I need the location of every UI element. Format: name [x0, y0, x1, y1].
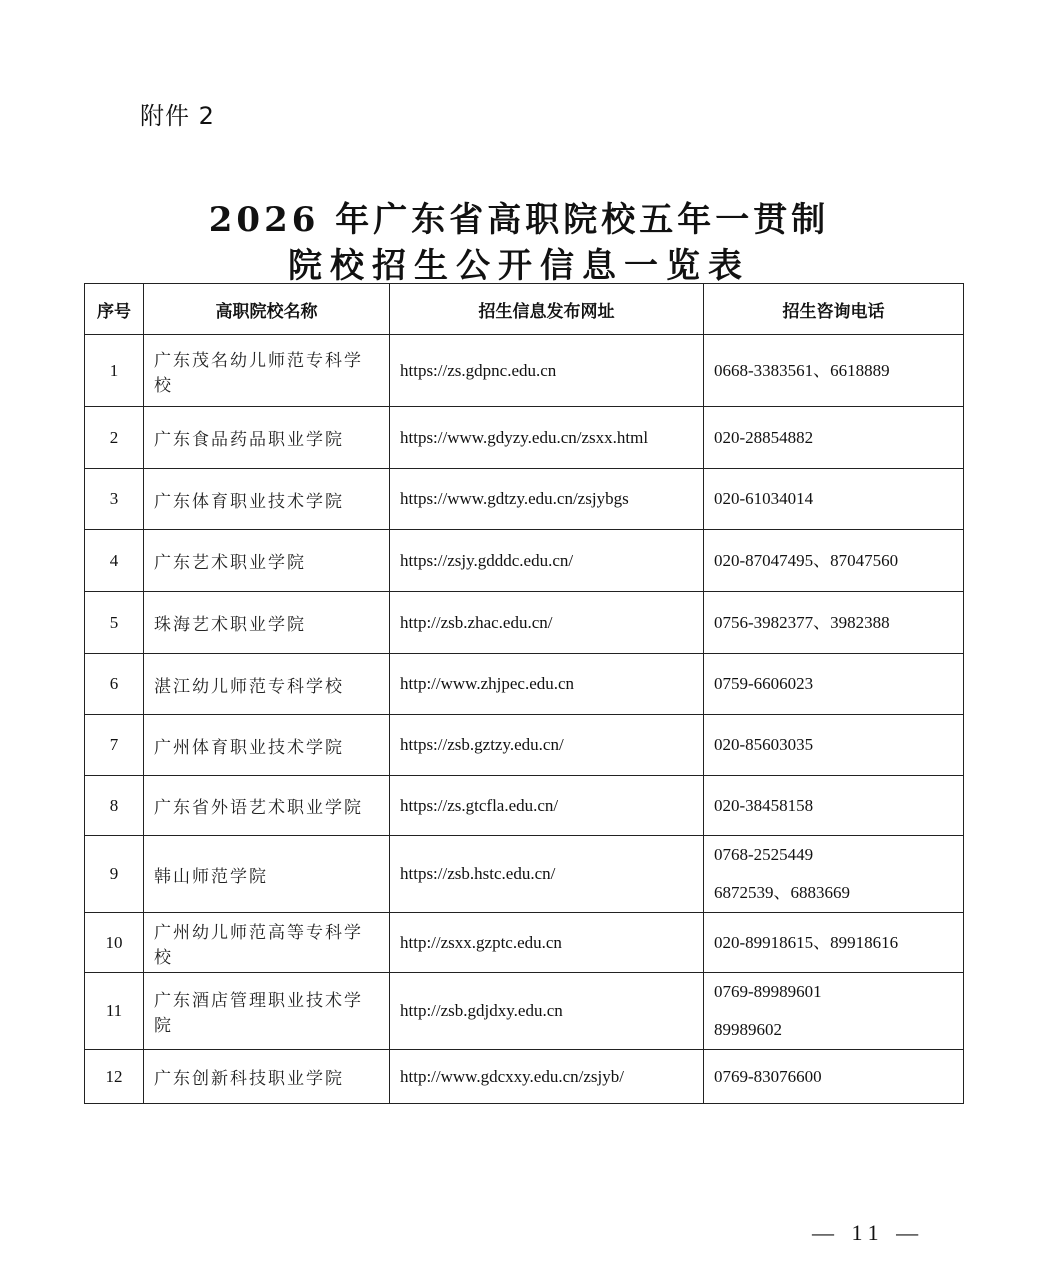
schools-table [84, 283, 964, 1104]
table-row [85, 335, 964, 407]
cell-school-name: 广东创新科技职业学院 [144, 1050, 390, 1104]
cell-school-name: 广东食品药品职业学院 [144, 407, 390, 469]
table-row [85, 592, 964, 654]
header-seq: 序号 [85, 284, 144, 335]
cell-school-name: 广东茂名幼儿师范专科学校 [144, 335, 390, 407]
cell-seq: 4 [85, 530, 144, 592]
cell-url[interactable]: http://zsxx.gzptc.edu.cn [390, 913, 704, 973]
cell-phone [704, 592, 964, 654]
cell-phone [704, 1050, 964, 1104]
table-row [85, 836, 964, 913]
table-row [85, 469, 964, 530]
cell-url[interactable]: http://zsb.gdjdxy.edu.cn [390, 973, 704, 1050]
cell-url[interactable]: http://www.gdcxxy.edu.cn/zsjyb/ [390, 1050, 704, 1104]
cell-phone [704, 836, 964, 913]
cell-url[interactable]: https://zsb.gztzy.edu.cn/ [390, 715, 704, 776]
cell-school-name: 广东体育职业技术学院 [144, 469, 390, 530]
phone-line: 020-61034014 [714, 489, 814, 508]
phone-line: 0769-83076600 [714, 1066, 822, 1086]
cell-seq: 11 [85, 973, 144, 1050]
phone-line: 020-89918615、89918616 [714, 932, 899, 952]
table-row [85, 1050, 964, 1104]
cell-phone [704, 715, 964, 776]
table-row [85, 530, 964, 592]
cell-phone [704, 913, 964, 973]
document-title-line-1: 2026 年广东省高职院校五年一贯制 [208, 200, 830, 240]
cell-school-name: 湛江幼儿师范专科学校 [144, 654, 390, 715]
phone-line: 89989602 [714, 1020, 782, 1039]
header-school-name: 高职院校名称 [144, 284, 390, 335]
cell-url[interactable]: https://zs.gtcfla.edu.cn/ [390, 776, 704, 836]
phone-line: 0756-3982377、3982388 [714, 612, 890, 632]
cell-phone [704, 530, 964, 592]
table-row [85, 913, 964, 973]
cell-school-name: 广州体育职业技术学院 [144, 715, 390, 776]
phone-line: 020-38458158 [714, 795, 814, 815]
cell-phone [704, 407, 964, 469]
phone-line: 020-85603035 [714, 735, 814, 754]
cell-school-name: 珠海艺术职业学院 [144, 592, 390, 654]
cell-school-name: 广东酒店管理职业技术学院 [144, 973, 390, 1050]
cell-seq: 1 [85, 335, 144, 407]
header-phone: 招生咨询电话 [704, 284, 964, 335]
phone-line: 020-28854882 [714, 427, 814, 447]
cell-seq: 8 [85, 776, 144, 836]
header-url: 招生信息发布网址 [390, 284, 704, 335]
table-row [85, 973, 964, 1050]
cell-seq: 2 [85, 407, 144, 469]
cell-phone [704, 776, 964, 836]
cell-school-name: 广东艺术职业学院 [144, 530, 390, 592]
cell-url[interactable]: https://zsb.hstc.edu.cn/ [390, 836, 704, 913]
phone-line: 0769-89989601 [714, 982, 822, 1001]
cell-seq: 3 [85, 469, 144, 530]
cell-phone [704, 469, 964, 530]
cell-seq: 10 [85, 913, 144, 973]
cell-seq: 9 [85, 836, 144, 913]
cell-url[interactable]: https://zsjy.gdddc.edu.cn/ [390, 530, 704, 592]
phone-line: 0759-6606023 [714, 674, 814, 693]
cell-url[interactable]: http://www.zhjpec.edu.cn [390, 654, 704, 715]
table-row [85, 776, 964, 836]
phone-line: 0768-2525449 [714, 845, 814, 864]
cell-phone [704, 973, 964, 1050]
document-title-line-2: 院校招生公开信息一览表 [288, 246, 750, 286]
cell-url[interactable]: http://zsb.zhac.edu.cn/ [390, 592, 704, 654]
phone-line: 6872539、6883669 [714, 883, 850, 902]
cell-phone [704, 654, 964, 715]
phone-line: 0668-3383561、6618889 [714, 360, 890, 380]
page-number: — 11 — [812, 1220, 925, 1245]
table-row [85, 407, 964, 469]
cell-phone [704, 335, 964, 407]
table-row [85, 654, 964, 715]
cell-school-name: 广东省外语艺术职业学院 [144, 776, 390, 836]
attachment-label: 附件 2 [140, 102, 215, 130]
phone-line: 020-87047495、87047560 [714, 550, 899, 570]
cell-seq: 7 [85, 715, 144, 776]
table-header-row [85, 284, 964, 335]
cell-school-name: 韩山师范学院 [144, 836, 390, 913]
cell-url[interactable]: https://www.gdyzy.edu.cn/zsxx.html [390, 407, 704, 469]
cell-seq: 12 [85, 1050, 144, 1104]
cell-seq: 5 [85, 592, 144, 654]
cell-school-name: 广州幼儿师范高等专科学校 [144, 913, 390, 973]
table-row [85, 715, 964, 776]
cell-url[interactable]: https://www.gdtzy.edu.cn/zsjybgs [390, 469, 704, 530]
cell-url[interactable]: https://zs.gdpnc.edu.cn [390, 335, 704, 407]
cell-seq: 6 [85, 654, 144, 715]
